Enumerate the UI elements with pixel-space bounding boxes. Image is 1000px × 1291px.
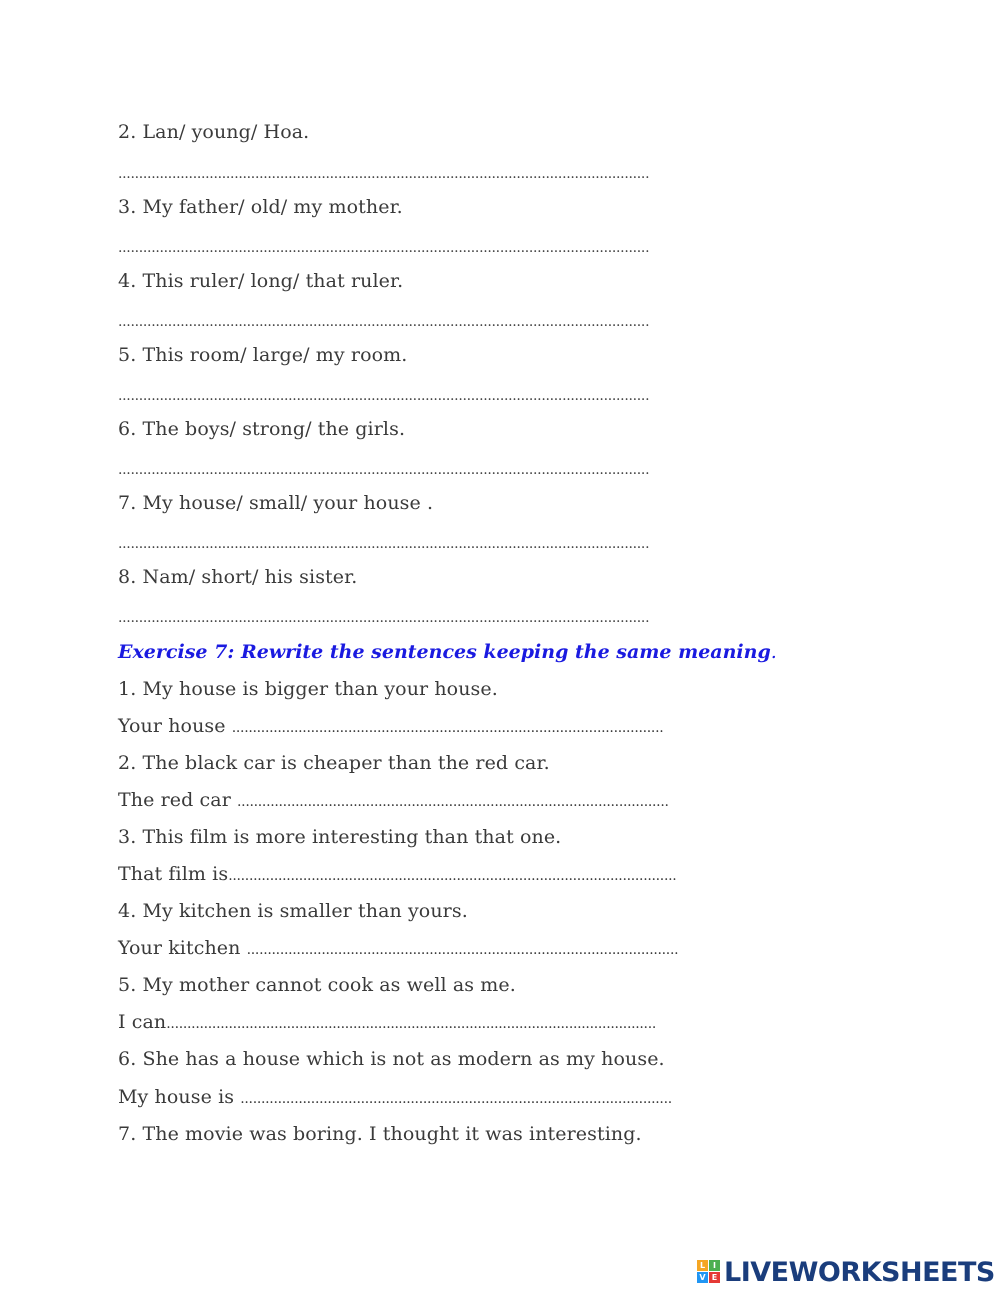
answer-blank[interactable]: ................................................................................................................................ [118,536,650,552]
answer-line [118,862,676,888]
answer-blank[interactable]: ................................................................................................................................ [118,314,650,330]
exercise-item-prompt: 4. My kitchen is smaller than yours. [118,900,468,922]
exercise-item-prompt: 6. She has a house which is not as modern as my house. [118,1048,665,1070]
answer-blank[interactable]: ................................................................................................................................ [118,388,650,404]
answer-blank[interactable]: ................................................................................................................................ [118,240,650,256]
exercise-item-prompt: 5. This room/ large/ my room. [118,344,408,366]
answer-blank[interactable]: ............................................................................................................ [228,868,677,884]
answer-blank[interactable]: ................................................................................................................................ [118,462,650,478]
answer-line [118,1010,656,1036]
answer-prefix: That film is [118,863,229,885]
exercise-item-prompt: 2. Lan/ young/ Hoa. [118,121,310,143]
liveworksheets-logo [697,1257,995,1287]
answer-prefix: My house is [118,1086,241,1108]
exercise-item-prompt: 7. The movie was boring. I thought it was interesting. [118,1123,642,1145]
exercise-item-prompt: 2. The black car is cheaper than the red car. [118,752,550,774]
logo-text: LIVEWORKSHEETS [724,1256,995,1288]
answer-prefix: The red car [118,789,238,811]
answer-blank[interactable]: ................................................................................................................................ [118,166,650,182]
exercise-item-prompt: 3. This film is more interesting than that one. [118,826,562,848]
logo-mark-letter: L [697,1260,708,1271]
logo-mark-letter: I [709,1260,720,1271]
exercise-item-prompt: 8. Nam/ short/ his sister. [118,566,358,588]
exercise-item-prompt: 1. My house is bigger than your house. [118,678,498,700]
answer-line [118,788,669,814]
exercise-heading-period: . [770,641,777,663]
answer-blank[interactable]: ........................................................................................................ [240,1091,672,1107]
answer-prefix: Your house [118,715,232,737]
answer-line [118,714,663,740]
answer-prefix: Your kitchen [118,937,247,959]
answer-line [118,1085,672,1111]
answer-blank[interactable]: ................................................................................................................................ [118,610,650,626]
answer-blank[interactable]: ........................................................................................................ [237,794,669,810]
exercise-item-prompt: 6. The boys/ strong/ the girls. [118,418,406,440]
answer-blank[interactable]: ........................................................................................................ [231,720,664,736]
answer-prefix: I can [118,1011,167,1033]
exercise-heading [118,640,777,664]
exercise-item-prompt: 3. My father/ old/ my mother. [118,196,403,218]
logo-mark-letter: V [697,1272,708,1283]
logo-mark-letter: E [709,1272,720,1283]
exercise-item-prompt: 4. This ruler/ long/ that ruler. [118,270,404,292]
exercise-heading-text: Exercise 7: Rewrite the sentences keeping the same meaning [118,641,771,663]
answer-blank[interactable]: ...................................................................................................................... [166,1016,656,1032]
answer-blank[interactable]: ........................................................................................................ [246,942,679,958]
exercise-item-prompt: 7. My house/ small/ your house . [118,492,434,514]
logo-mark-icon [697,1260,721,1284]
exercise-item-prompt: 5. My mother cannot cook as well as me. [118,974,516,996]
answer-line [118,936,678,962]
